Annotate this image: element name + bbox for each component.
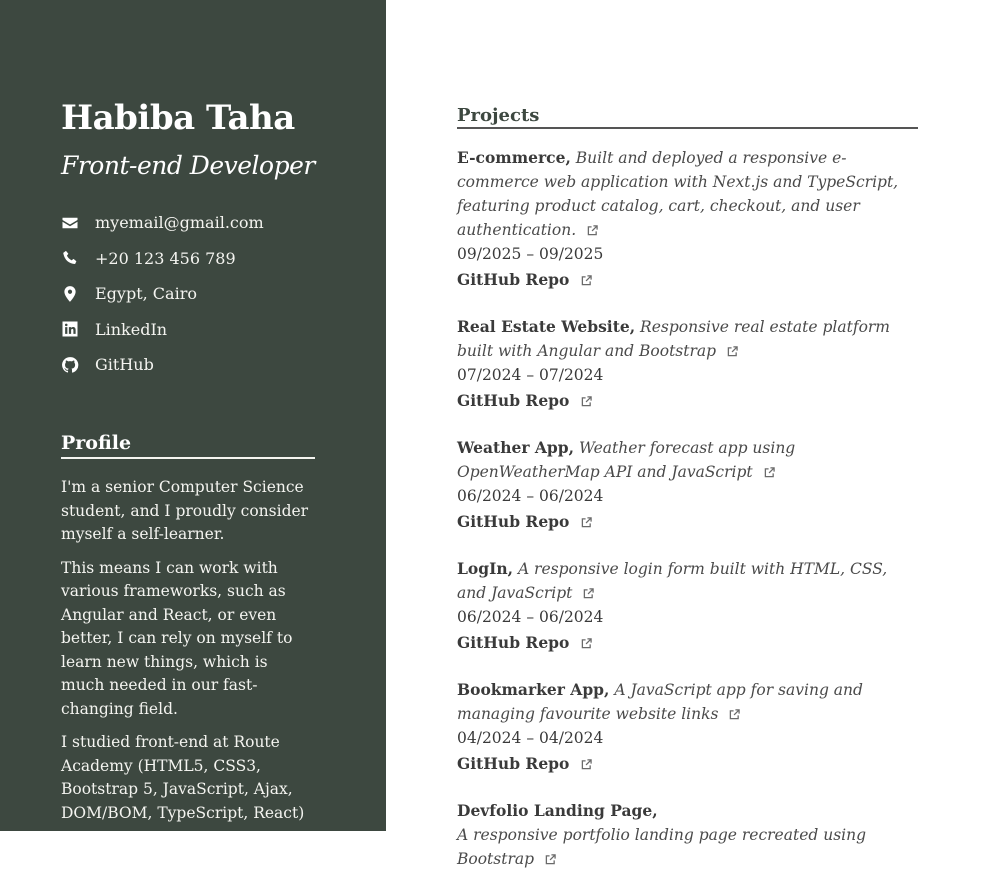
project-date: 06/2024 – 06/2024 — [457, 608, 604, 626]
project-title: Weather App, — [457, 438, 574, 457]
project-summary: A JavaScript app for saving and managing favourite website links — [457, 681, 863, 723]
contact-label: myemail@gmail.com — [95, 213, 264, 233]
project-summary: Weather forecast app using OpenWeatherMap API and JavaScript — [457, 439, 796, 481]
person-name: Habiba Taha — [61, 98, 295, 138]
project-item — [457, 436, 918, 535]
contact-list — [61, 205, 264, 383]
contact-phone[interactable] — [61, 241, 264, 277]
envelope-icon — [61, 214, 79, 232]
project-title: Real Estate Website, — [457, 317, 636, 336]
linkedin-icon — [61, 320, 79, 338]
link-label: GitHub Repo — [457, 270, 570, 289]
project-title: LogIn, — [457, 559, 513, 578]
project-date: 07/2024 – 07/2024 — [457, 366, 604, 384]
contact-location — [61, 276, 264, 312]
link-label: GitHub Repo — [457, 754, 570, 773]
github-icon — [61, 356, 79, 374]
project-summary: Built and deployed a responsive e-commerce web application with Next.js and TypeScript, featuring product catalog, cart, checkout, and user authentication. — [457, 149, 899, 239]
github-repo-link[interactable] — [457, 266, 918, 293]
profile-paragraph: This means I can work with various frameworks, such as Angular and React, or even better, I can rely on myself to learn new things, which is much needed in our fast-changing field. — [61, 558, 293, 718]
contact-label: GitHub — [95, 355, 154, 375]
link-label: GitHub Repo — [457, 391, 570, 410]
contact-linkedin[interactable] — [61, 312, 264, 348]
contact-label: LinkedIn — [95, 319, 168, 339]
project-summary: A responsive login form built with HTML, CSS, and JavaScript — [457, 560, 888, 602]
project-item — [457, 146, 918, 293]
project-description — [457, 799, 918, 871]
project-description — [457, 146, 918, 242]
project-summary: A responsive portfolio landing page recreated using Bootstrap — [457, 826, 867, 868]
sidebar — [0, 0, 386, 831]
project-item — [457, 557, 918, 656]
project-item — [457, 315, 918, 414]
project-description — [457, 315, 918, 363]
github-repo-link[interactable] — [457, 508, 918, 535]
contact-label: +20 123 456 789 — [95, 248, 236, 268]
external-link-icon — [581, 509, 592, 520]
project-summary: Responsive real estate platform built with Angular and Bootstrap — [457, 318, 891, 360]
contact-label: Egypt, Cairo — [95, 284, 197, 304]
job-title: Front-end Developer — [61, 151, 315, 180]
link-label: GitHub Repo — [457, 633, 570, 652]
main-content — [457, 105, 918, 893]
phone-icon — [61, 249, 79, 267]
profile-heading: Profile — [61, 432, 315, 459]
contact-email[interactable] — [61, 205, 264, 241]
project-date: 09/2025 – 09/2025 — [457, 245, 604, 263]
github-repo-link[interactable] — [457, 387, 918, 414]
github-repo-link[interactable] — [457, 750, 918, 777]
project-title: Devfolio Landing Page, — [457, 801, 658, 820]
external-link-icon[interactable] — [727, 340, 738, 351]
external-link-icon — [581, 267, 592, 278]
external-link-icon[interactable] — [764, 461, 775, 472]
contact-github[interactable] — [61, 347, 264, 383]
location-pin-icon — [61, 285, 79, 303]
github-repo-link[interactable] — [457, 629, 918, 656]
external-link-icon — [581, 630, 592, 641]
external-link-icon[interactable] — [583, 582, 594, 593]
profile-paragraph: I'm a senior Computer Science student, and I proudly consider myself a self-learner. — [61, 478, 309, 543]
project-date: 06/2024 – 06/2024 — [457, 487, 604, 505]
external-link-icon[interactable] — [545, 848, 556, 859]
external-link-icon[interactable] — [587, 219, 598, 230]
project-title: E-commerce, — [457, 148, 571, 167]
external-link-icon[interactable] — [729, 703, 740, 714]
project-item — [457, 678, 918, 777]
profile-section — [61, 476, 313, 831]
project-item — [457, 799, 918, 871]
project-date: 04/2024 – 04/2024 — [457, 729, 604, 747]
project-description — [457, 557, 918, 605]
projects-heading: Projects — [457, 105, 918, 129]
link-label: GitHub Repo — [457, 512, 570, 531]
external-link-icon — [581, 388, 592, 399]
project-description — [457, 436, 918, 484]
external-link-icon — [581, 751, 592, 762]
project-title: Bookmarker App, — [457, 680, 610, 699]
projects-list — [457, 146, 918, 871]
profile-paragraph: I studied front-end at Route Academy (HTML5, CSS3, Bootstrap 5, JavaScript, Ajax, DOM/BOM, TypeScript, React) — [61, 733, 305, 822]
project-description — [457, 678, 918, 726]
